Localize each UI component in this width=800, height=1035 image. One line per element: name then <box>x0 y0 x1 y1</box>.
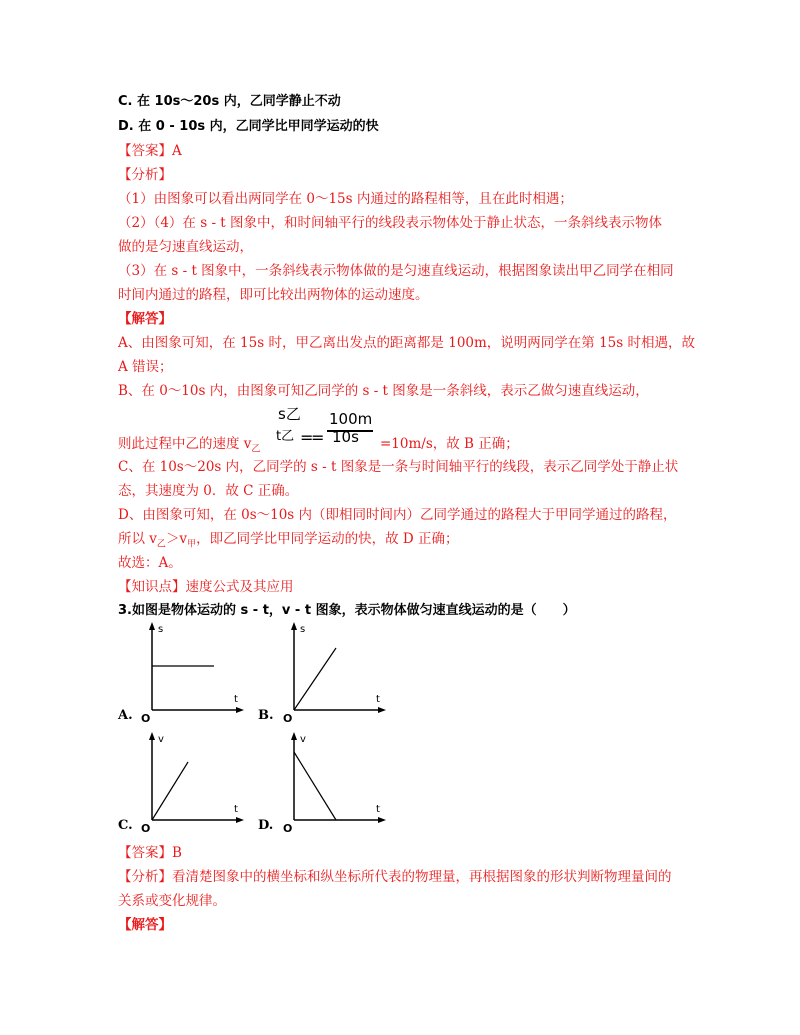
option-d-label: D. <box>258 818 274 833</box>
x-label: t <box>234 804 238 815</box>
compare-c: ，即乙同学比甲同学运动的快，故 D 正确； <box>196 531 459 547</box>
formula-prefix: 则此过程中乙的速度 v <box>118 436 252 452</box>
fraction1-numerator: s乙 <box>278 405 301 423</box>
origin-label: O <box>283 822 293 835</box>
solution-line: A、由图象可知，在 15s 时，甲乙离出发点的距离都是 100m，说明两同学在第 15s 时相遇，故 <box>118 335 695 351</box>
compare-a: 所以 v <box>118 531 157 547</box>
formula-line <box>118 434 260 460</box>
analysis-heading: 【分析】 <box>118 167 172 183</box>
y-arrow <box>291 732 297 740</box>
x-label: t <box>234 694 238 705</box>
solution-line: C、在 10s～20s 内，乙同学的 s - t 图象是一条与时间轴平行的线段，表示乙同学处于静止状 <box>118 459 679 475</box>
x-arrow <box>378 707 386 713</box>
solution-line: 态，其速度为 0．故 C 正确。 <box>118 483 299 499</box>
y-label: s <box>158 624 164 635</box>
solution-line: B、在 0～10s 内，由图象可知乙同学的 s - t 图象是一条斜线，表示乙做匀速直线运动， <box>118 383 649 399</box>
fraction2-numerator: 100m <box>329 410 373 428</box>
knowledge-line: 【知识点】速度公式及其应用 <box>118 579 294 595</box>
option-c: C. 在 10s～20s 内，乙同学静止不动 <box>118 94 341 109</box>
equals-sign: = <box>300 428 314 447</box>
fraction1-denominator: t乙 <box>276 429 295 444</box>
answer-line: 【答案】A <box>118 143 182 159</box>
option-d: D. 在 0 - 10s 内，乙同学比甲同学运动的快 <box>118 119 379 134</box>
graph-line <box>152 762 188 820</box>
choose-line: 故选：A。 <box>118 555 182 571</box>
solution-line: A 错误； <box>118 359 173 375</box>
compare-a-sub: 乙 <box>156 539 166 550</box>
y-label: v <box>158 734 164 745</box>
analysis-line: （1）由图象可以看出两同学在 0～15s 内通过的路程相等，且在此时相遇； <box>118 191 573 207</box>
question-stem: 3.如图是物体运动的 s - t，v - t 图象，表示物体做匀速直线运动的是（ ） <box>118 603 576 618</box>
analysis-line: 时间内通过的路程，即可比较出两物体的运动速度。 <box>118 287 429 303</box>
x-arrow <box>236 817 244 823</box>
q3-solution-heading: 【解答】 <box>118 917 172 933</box>
option-c-label: C. <box>118 818 133 833</box>
formula-suffix: =10m/s，故 B 正确； <box>380 436 519 452</box>
y-arrow <box>149 622 155 630</box>
q3-answer-line: 【答案】B <box>118 845 182 861</box>
compare-b-sub: 甲 <box>187 539 197 550</box>
analysis-line: （3）在 s - t 图象中，一条斜线表示物体做的是匀速直线运动，根据图象读出甲乙同学在相同 <box>118 263 674 279</box>
y-arrow <box>291 622 297 630</box>
origin-label: O <box>141 822 151 835</box>
origin-label: O <box>283 712 293 725</box>
solution-line: D、由图象可知，在 0s～10s 内（即相同时间内）乙同学通过的路程大于甲同学通过的路程， <box>118 507 677 523</box>
graph-line <box>294 648 336 710</box>
equals-sign: = <box>311 428 325 447</box>
y-arrow <box>149 732 155 740</box>
graph-c <box>138 728 250 836</box>
x-arrow <box>236 707 244 713</box>
x-label: t <box>376 804 380 815</box>
analysis-line: （2）（4）在 s - t 图象中，和时间轴平行的线段表示物体处于静止状态，一条斜线表示物体 <box>118 215 663 231</box>
graph-a <box>138 618 250 726</box>
fraction2 <box>311 408 387 450</box>
option-b-label: B. <box>258 708 274 723</box>
compare-line <box>118 529 459 555</box>
x-label: t <box>376 694 380 705</box>
q3-analysis-line: 【分析】看清楚图象中的横坐标和纵坐标所代表的物理量，再根据图象的形状判断物理量间的 <box>118 869 672 885</box>
fraction2-denominator: 10s <box>332 428 359 446</box>
solution-heading: 【解答】 <box>118 311 172 327</box>
graph-line <box>294 752 336 820</box>
origin-label: O <box>141 712 151 725</box>
option-a-label: A. <box>118 708 133 723</box>
compare-b: ＞v <box>165 531 188 547</box>
graph-b <box>280 618 392 726</box>
analysis-line: 做的是匀速直线运动， <box>118 239 253 255</box>
y-label: v <box>300 734 306 745</box>
graph-d <box>280 728 392 836</box>
q3-analysis-line: 关系或变化规律。 <box>118 893 226 909</box>
formula-prefix-sub: 乙 <box>251 444 261 455</box>
y-label: s <box>300 624 306 635</box>
x-arrow <box>378 817 386 823</box>
